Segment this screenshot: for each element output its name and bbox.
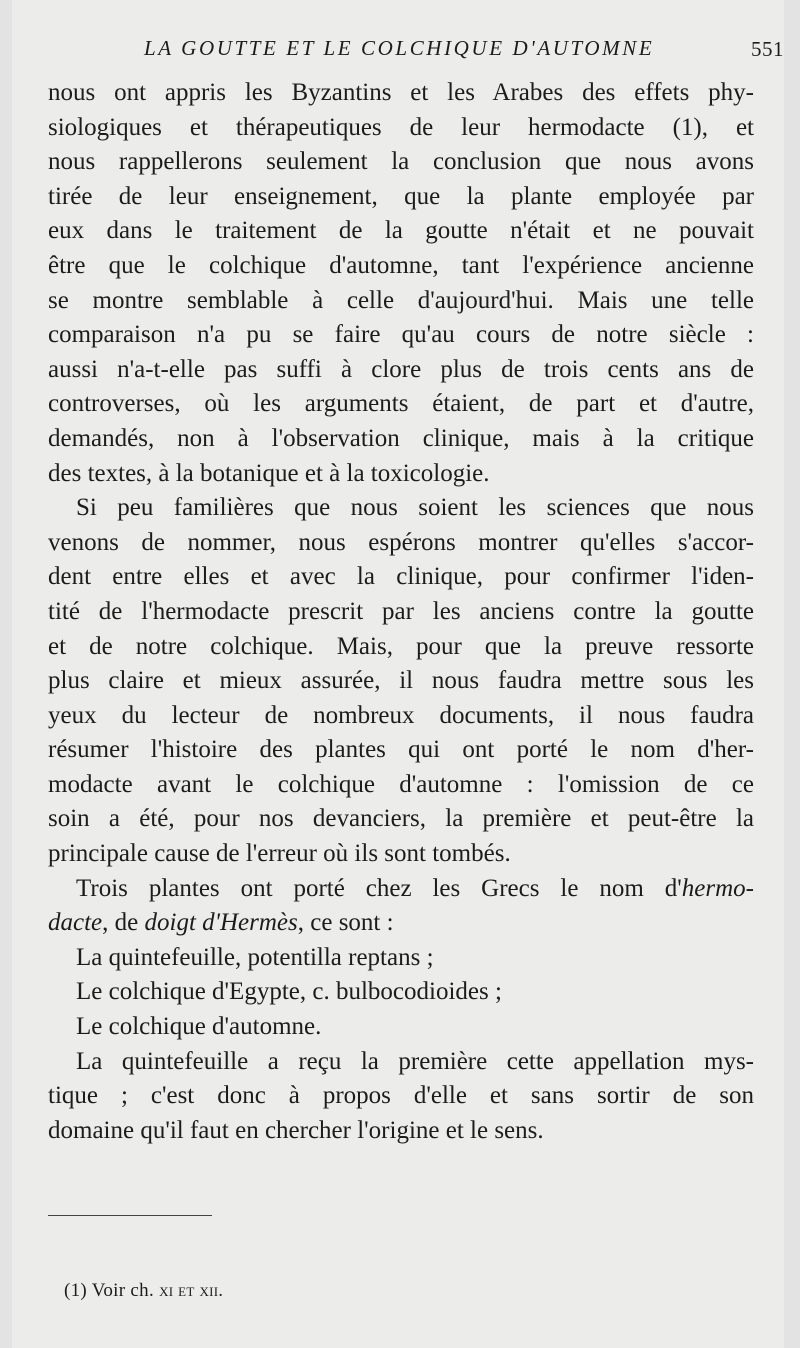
text-span: , ce sont : (297, 909, 394, 937)
text-line: La quintefeuille a reçu la première cette appellation mys- (76, 1047, 754, 1075)
list-item: Le colchique d'Egypte, c. bulbocodioides ; (76, 978, 502, 1006)
text-line: des textes, à la botanique et à la toxicologie. (48, 459, 490, 487)
page-number: 551 (751, 37, 784, 61)
text-span: , de (102, 909, 145, 937)
footnote-text: Voir ch. (91, 1280, 154, 1301)
footnote-marker: (1) (64, 1280, 88, 1301)
footnote-rule (48, 1215, 212, 1216)
italic-term: doigt d'Hermès (144, 909, 298, 937)
text-line: tirée de leur enseignement, que la plante employée par (48, 182, 754, 210)
text-line: plus claire et mieux assurée, il nous faudra mettre sous les (48, 667, 754, 695)
text-line: se montre semblable à celle d'aujourd'hui. Mais une telle (48, 286, 754, 314)
text-line: et de notre colchique. Mais, pour que la preuve ressorte (48, 632, 754, 660)
list-item: Le colchique d'automne. (76, 1013, 322, 1041)
text-line (48, 906, 754, 941)
text-line: tique ; c'est donc à propos d'elle et sans sortir de son (48, 1082, 754, 1110)
text-line: eux dans le traitement de la goutte n'était et ne pouvait (48, 217, 754, 245)
text-line: dent entre elles et avec la clinique, pour confirmer l'iden- (48, 563, 754, 591)
text-line: Si peu familières que nous soient les sciences que nous (76, 494, 754, 522)
footnote-reference: xi et xii. (159, 1280, 224, 1300)
text-line: comparaison n'a pu se faire qu'au cours de notre siècle : (48, 321, 754, 349)
text-span: Trois plantes ont porté chez les Grecs le nom d' (76, 874, 682, 902)
text-line: venons de nommer, nous espérons montrer qu'elles s'accor- (48, 528, 754, 556)
text-line: controverses, où les arguments étaient, de part et d'autre, (48, 390, 754, 418)
text-line: yeux du lecteur de nombreux documents, il nous faudra (48, 701, 754, 729)
text-line: résumer l'histoire des plantes qui ont porté le nom d'her- (48, 736, 754, 764)
page-header (144, 36, 784, 66)
footnote (64, 1280, 223, 1302)
italic-term: hermo- (681, 874, 754, 902)
text-line: nous ont appris les Byzantins et les Arabes des effets phy- (48, 79, 754, 106)
text-line: siologiques et thérapeutiques de leur hermodacte (1), et (48, 113, 754, 141)
italic-term: dacte (48, 909, 103, 937)
text-line: être que le colchique d'automne, tant l'expérience ancienne (48, 251, 754, 279)
body-text (48, 76, 754, 1148)
list-item: La quintefeuille, potentilla reptans ; (76, 943, 434, 971)
text-line: aussi n'a-t-elle pas suffi à clore plus de trois cents ans de (48, 355, 754, 383)
text-line: principale cause de l'erreur où ils sont tombés. (48, 840, 511, 868)
text-line: tité de l'hermodacte prescrit par les anciens contre la goutte (48, 597, 754, 625)
text-line: soin a été, pour nos devanciers, la première et peut-être la (48, 805, 754, 833)
text-line: domaine qu'il faut en chercher l'origine et le sens. (48, 1116, 544, 1144)
text-line: demandés, non à l'observation clinique, mais à la critique (48, 424, 754, 452)
running-title: LA GOUTTE ET LE COLCHIQUE D'AUTOMNE (144, 36, 655, 60)
text-line (48, 872, 754, 907)
text-line: modacte avant le colchique d'automne : l'omission de ce (48, 770, 754, 798)
text-line: nous rappellerons seulement la conclusion que nous avons (48, 148, 754, 176)
